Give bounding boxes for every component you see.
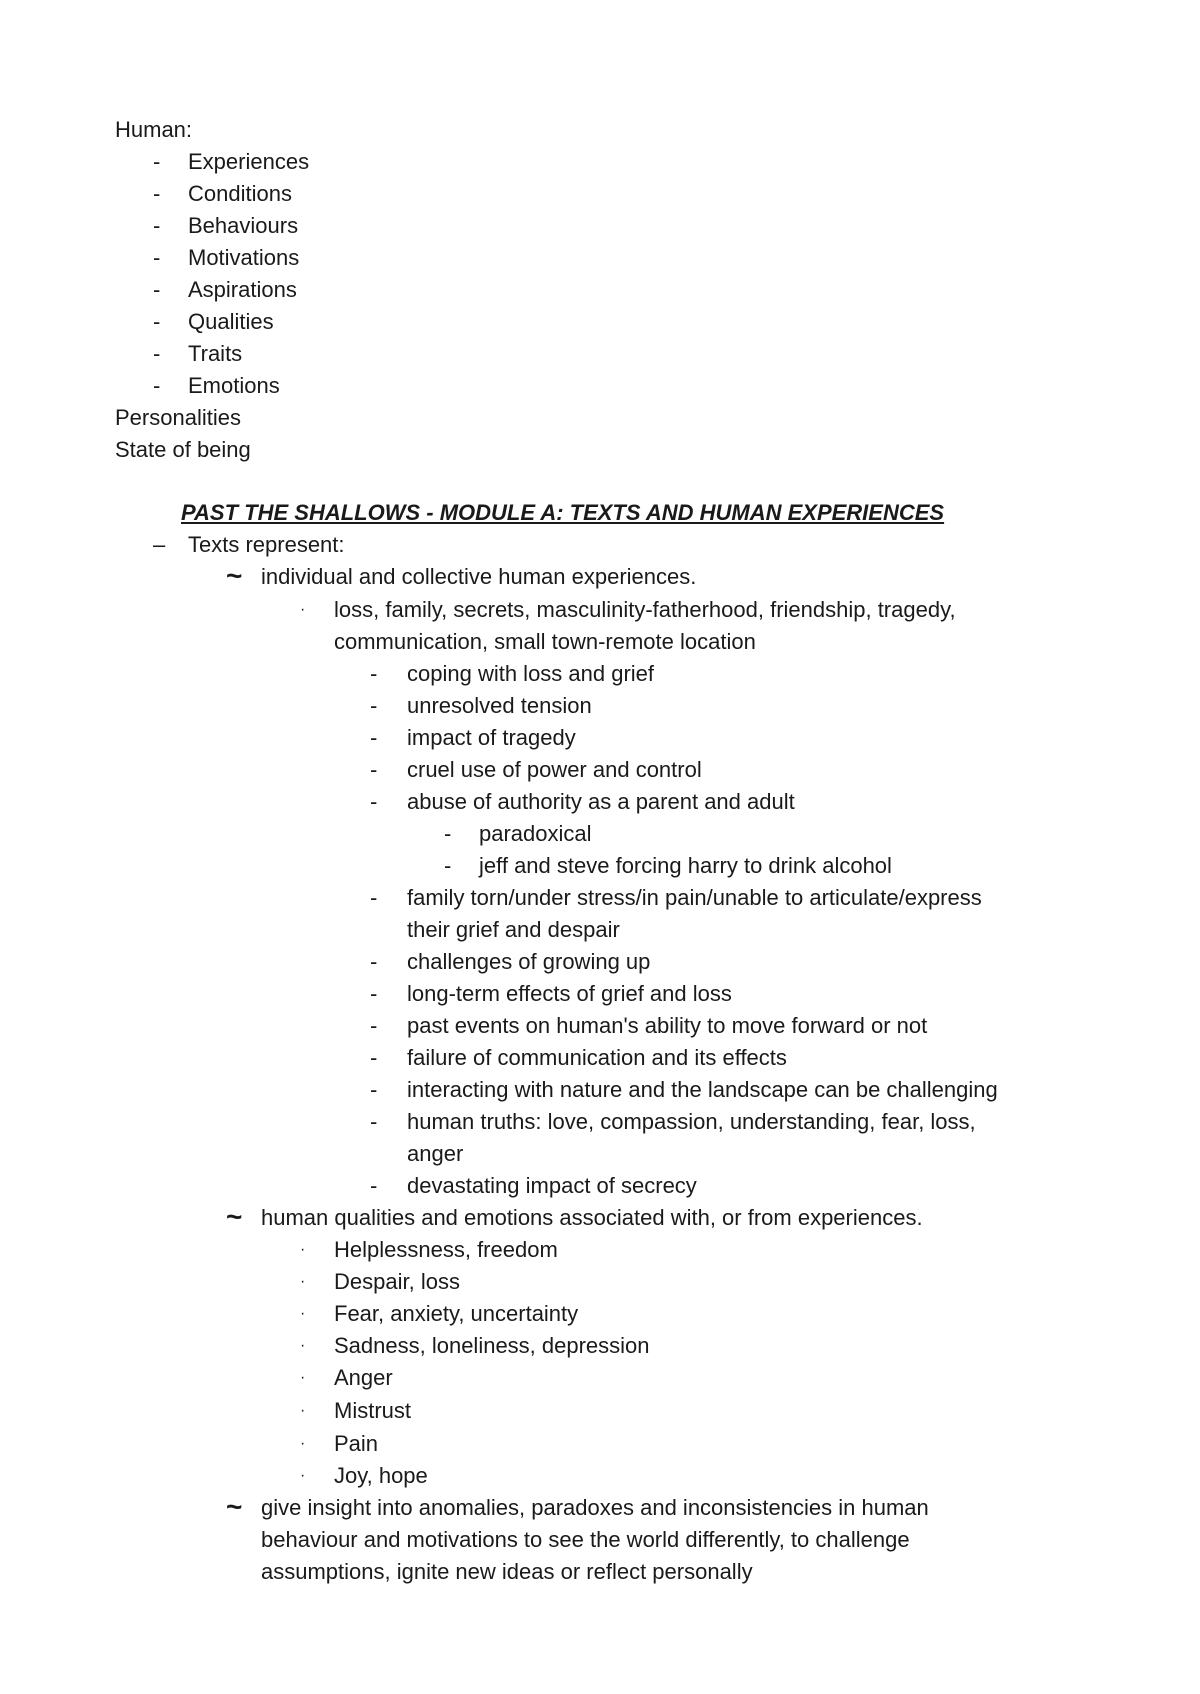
intro-item: Emotions [188,373,280,398]
sub-item: abuse of authority as a parent and adult [407,789,795,814]
tilde-bullet: ~ [226,1491,243,1522]
intro-item: Qualities [188,309,274,334]
sub-item: coping with loss and grief [407,661,655,686]
dash-bullet: - [370,981,378,1006]
tilde-bullet: ~ [226,1201,243,1232]
intro-item: Experiences [188,149,310,174]
emotion-item: Despair, loss [334,1269,460,1294]
dash-bullet: - [153,277,161,302]
sub-item: challenges of growing up [407,949,651,974]
sub-item: cruel use of power and control [407,757,702,782]
point2-text: human qualities and emotions associated with, or from experiences. [261,1205,923,1230]
dot-bullet: · [300,1337,306,1354]
sub-item: failure of communication and its effects [407,1045,787,1070]
intro-item: Conditions [188,181,292,206]
sub-item: long-term effects of grief and loss [407,981,732,1006]
emotion-item: Mistrust [334,1398,411,1423]
emotion-item: Pain [334,1431,379,1456]
sub-item: past events on human's ability to move forward or not [407,1013,928,1038]
intro-heading: Human: [115,117,193,142]
emotion-item: Joy, hope [334,1463,428,1488]
dash-bullet: - [370,949,378,974]
dash-bullet: - [370,1109,378,1134]
dot-bullet: · [300,1402,306,1419]
dash-bullet: - [370,1077,378,1102]
dash-bullet: - [370,885,378,910]
dot-bullet: · [300,601,306,618]
sub-sub-item: jeff and steve forcing harry to drink alcohol [479,853,892,878]
dash-bullet: - [153,309,161,334]
dash-bullet: - [153,181,161,206]
intro-extra: State of being [115,437,251,462]
module-title: PAST THE SHALLOWS - MODULE A: TEXTS AND HUMAN EXPERIENCES [181,500,945,525]
dash-bullet: - [370,1173,378,1198]
sub-item: family torn/under stress/in pain/unable to articulate/express [407,885,982,910]
themes-line: communication, small town-remote location [334,629,756,654]
intro-item: Aspirations [188,277,297,302]
intro-item: Traits [188,341,243,366]
tilde-bullet: ~ [226,560,243,591]
sub-item-cont: anger [407,1141,464,1166]
dash-bullet: - [153,213,161,238]
emotion-item: Helplessness, freedom [334,1237,558,1262]
sub-item: interacting with nature and the landscape can be challenging [407,1077,998,1102]
en-dash-bullet: – [153,532,166,557]
emotion-item: Sadness, loneliness, depression [334,1333,650,1358]
dot-bullet: · [300,1305,306,1322]
intro-extra: Personalities [115,405,241,430]
point1-text: individual and collective human experiences. [261,564,697,589]
sub-sub-item: paradoxical [479,821,592,846]
dash-bullet: - [370,661,378,686]
sub-item: devastating impact of secrecy [407,1173,697,1198]
dot-bullet: · [300,1241,306,1258]
dash-bullet: - [153,341,161,366]
dot-bullet: · [300,1435,306,1452]
dash-bullet: - [153,149,161,174]
dash-bullet: - [370,693,378,718]
themes-line: loss, family, secrets, masculinity-fatherhood, friendship, tragedy, [334,597,956,622]
dot-bullet: · [300,1369,306,1386]
sub-item: unresolved tension [407,693,592,718]
texts-represent: Texts represent: [188,532,345,557]
dash-bullet: - [370,757,378,782]
emotion-item: Anger [334,1365,393,1390]
point3-line: give insight into anomalies, paradoxes and inconsistencies in human [261,1495,929,1520]
dot-bullet: · [300,1273,306,1290]
sub-item: human truths: love, compassion, understanding, fear, loss, [407,1109,976,1134]
point3-line: behaviour and motivations to see the world differently, to challenge [261,1527,910,1552]
sub-item: impact of tragedy [407,725,576,750]
intro-item: Motivations [188,245,300,270]
dash-bullet: - [370,725,378,750]
dash-bullet: - [444,853,452,878]
dash-bullet: - [153,245,161,270]
sub-item-cont: their grief and despair [407,917,620,942]
dash-bullet: - [444,821,452,846]
dash-bullet: - [370,789,378,814]
point3-line: assumptions, ignite new ideas or reflect personally [261,1559,753,1584]
dash-bullet: - [153,373,161,398]
dash-bullet: - [370,1045,378,1070]
intro-item: Behaviours [188,213,299,238]
dot-bullet: · [300,1467,306,1484]
dash-bullet: - [370,1013,378,1038]
emotion-item: Fear, anxiety, uncertainty [334,1301,579,1326]
